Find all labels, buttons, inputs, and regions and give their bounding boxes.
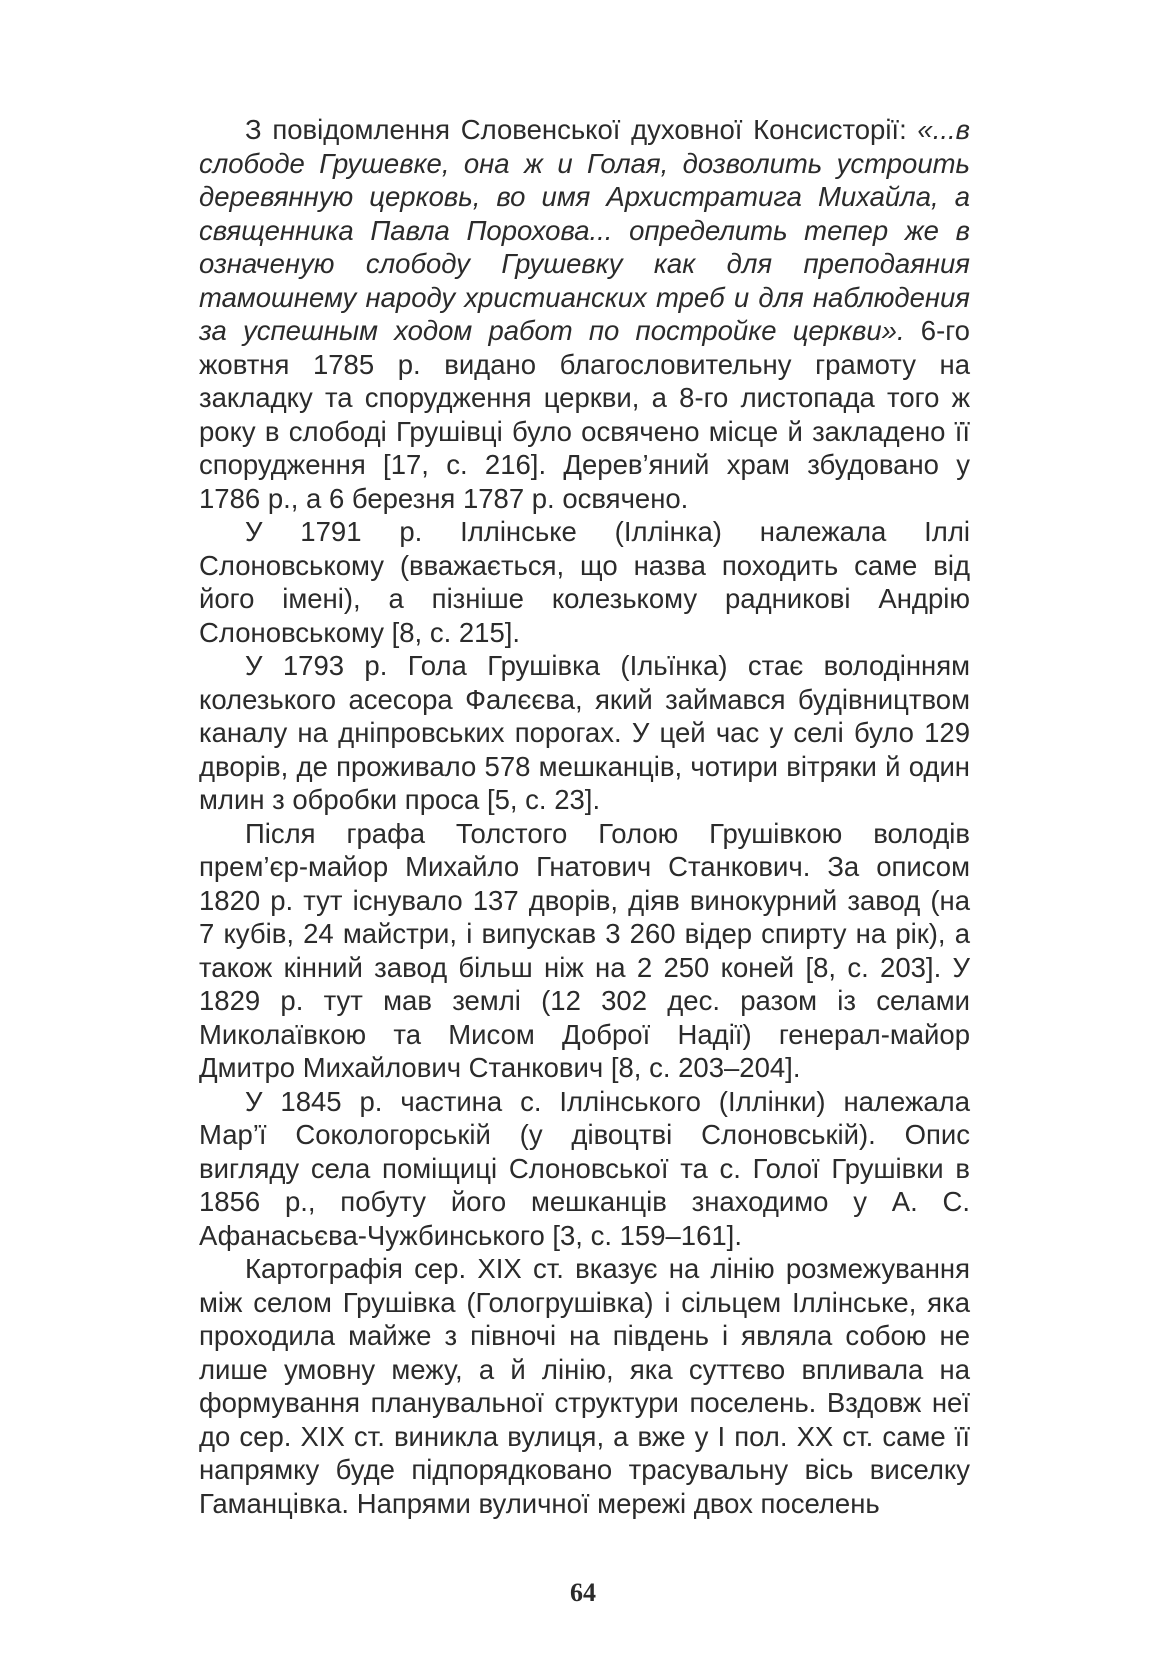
page-number: 64: [570, 1578, 596, 1607]
paragraph-4: Після графа Толстого Голою Грушівкою володів прем’єр-майор Михайло Гнатович Станкович. За описом 1820 р. тут існувало 137 дворів, діяв винокурний завод (на 7 кубів, 24 майстри, і випускав 3 260 відер спирту на рік), а також кінний завод більш ніж на 2 250 коней [8, с. 203]. У 1829 р. тут мав землі (12 302 дес. разом із селами Миколаївкою та Мисом Доброї Надії) генерал-майор Дмитро Михайлович Станкович [8, с. 203–204].: [199, 817, 970, 1083]
paragraph-1: [199, 113, 970, 515]
paragraph-1-quote: «...в слободе Грушевке, она ж и Голая, дозволить устроить деревянную церковь, во имя Архистратига Михайла, а священника Павла Порохова... определить тепер же в означеную слободу Грушевку как для преподаяния тамошнему народу христианских треб и для наблюдения за успешным ходом работ по постройке церкви».: [199, 114, 970, 346]
paragraph-5: У 1845 р. частина с. Іллінського (Іллінки) належала Мар’ї Сокологорській (у дівоцтві Слоновській). Опис вигляду села поміщиці Слоновської та с. Голої Грушівки в 1856 р., побуту його мешканців знаходимо у А. С. Афанасьєва-Чужбинського [3, с. 159–161].: [199, 1085, 970, 1251]
paragraph-1-lead: З повідомлення Словенської духовної Консисторії:: [245, 114, 918, 145]
paragraph-3: У 1793 р. Гола Грушівка (Ільїнка) стає володінням колезького асесора Фалєєва, який займався будівництвом каналу на дніпровських порогах. У цей час у селі було 129 дворів, де проживало 578 мешканців, чотири вітряки й один млин з обробки проса [5, с. 23].: [199, 650, 970, 815]
paragraph-6: Картографія сер. ХІХ ст. вказує на лінію розмежування між селом Грушівка (Гологрушівка) і сільцем Іллінське, яка проходила майже з півночі на південь і являла собою не лише умовну межу, а й лінію, яка суттєво впливала на формування планувальної структури поселень. Вздовж неї до сер. ХІХ ст. виникла вулиця, а вже у І пол. ХХ ст. саме її напрямку буде підпорядковано трасувальну вісь виселку Гаманцівка. Напрями вуличної мережі двох поселень: [199, 1253, 970, 1519]
paragraph-1-tail: 6-го жовтня 1785 р. видано благословительну грамоту на закладку та спорудження церкви, а 8-го листопада того ж року в слободі Грушівці було освячено місце й закладено її спорудження [17, с. 216]. Дерев’яний храм збудовано у 1786 р., а 6 березня 1787 р. освячено.: [199, 315, 970, 514]
page-text: [199, 113, 970, 1520]
paragraph-2: У 1791 р. Іллінське (Іллінка) належала Іллі Слоновському (вважається, що назва походить саме від його імені), а пізніше колезькому радникові Андрію Слоновському [8, с. 215].: [199, 516, 970, 648]
